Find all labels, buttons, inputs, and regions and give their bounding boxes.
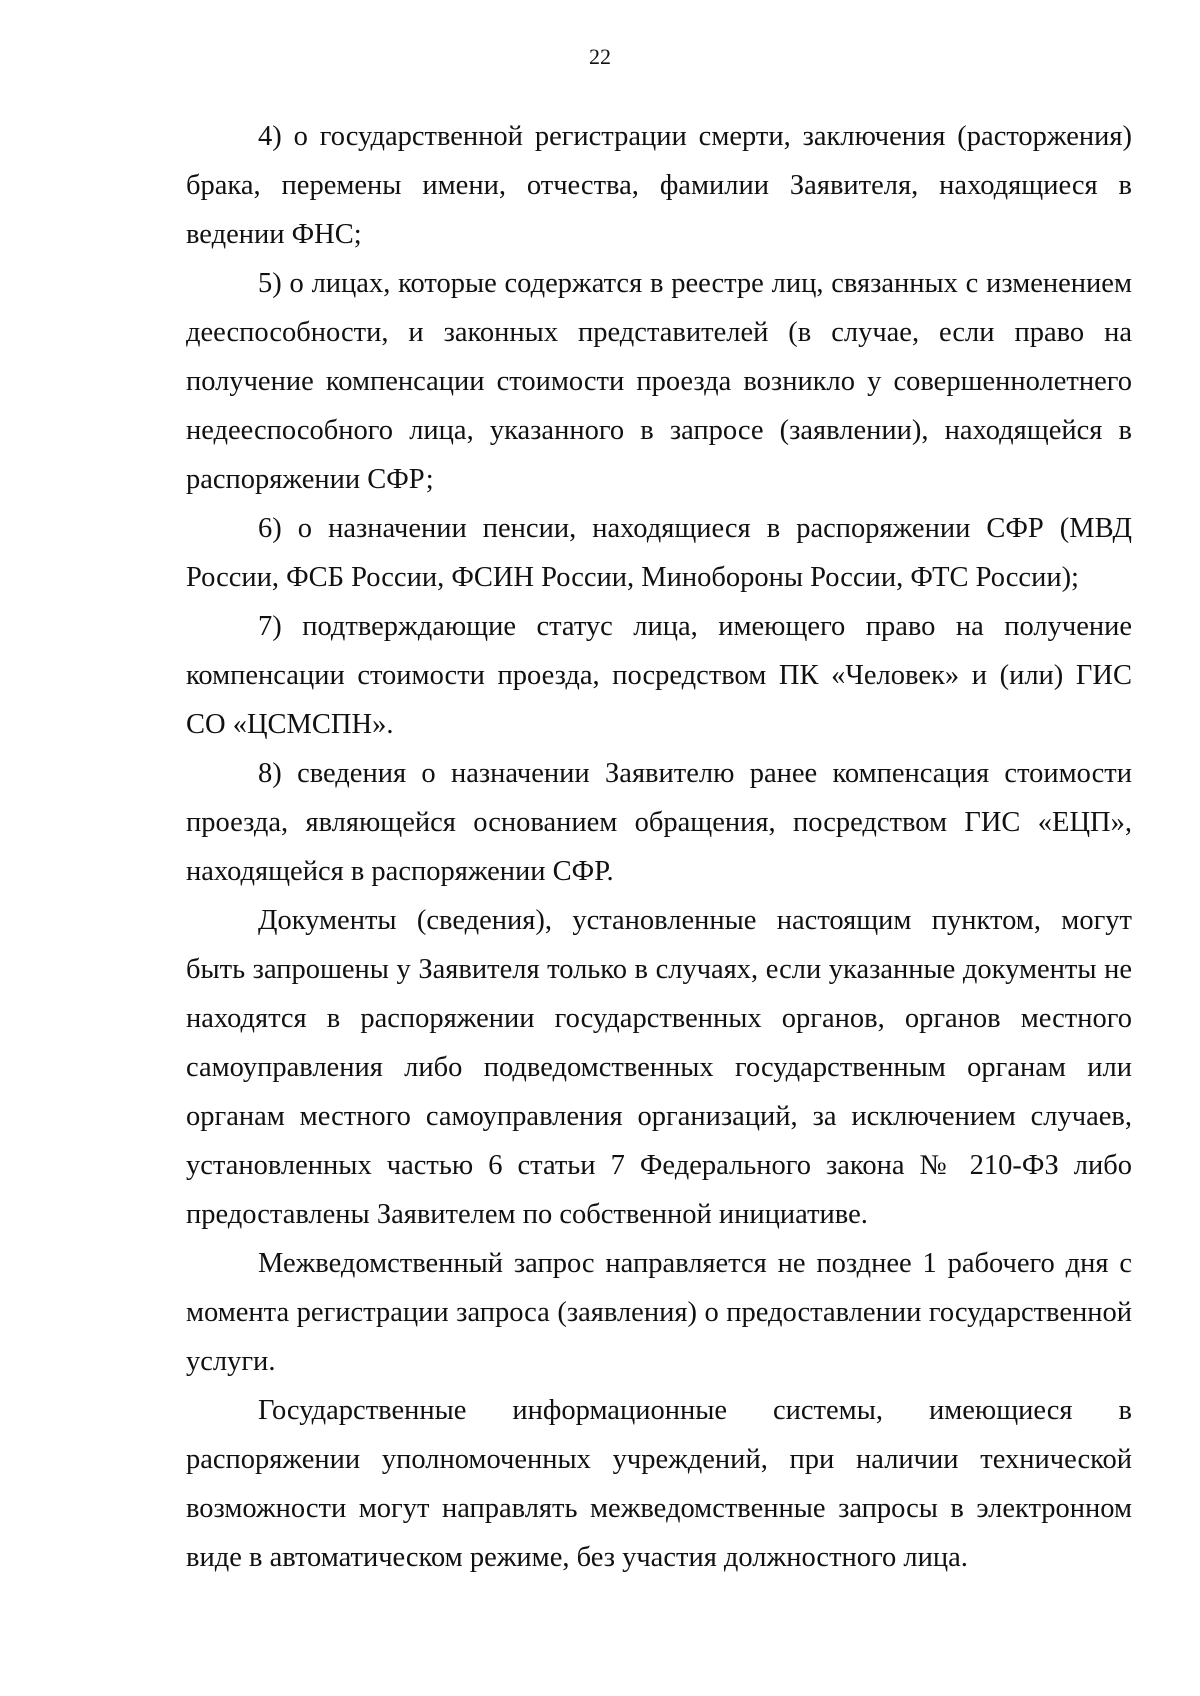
paragraph-item-6: 6) о назначении пенсии, находящиеся в распоряжении СФР (МВД России, ФСБ России, ФСИН России, Минобороны России, ФТС России); bbox=[186, 513, 1132, 593]
page-number: 22 bbox=[589, 44, 611, 69]
paragraph-item-4: 4) о государственной регистрации смерти, заключения (расторжения) брака, перемены имени, отчества, фамилии Заявителя, находящиеся в ведении ФНС; bbox=[186, 121, 1132, 250]
paragraph-item-8: 8) сведения о назначении Заявителю ранее компенсация стоимости проезда, являющейся основанием обращения, посредством ГИС «ЕЦП», находящейся в распоряжении СФР. bbox=[186, 758, 1132, 887]
paragraph-documents-request: Документы (сведения), установленные настоящим пунктом, могут быть запрошены у Заявителя только в случаях, если указанные документы не находятся в распоряжении государственных органов, органов местного самоуправления либо подведомственных государственным органам или органам местного самоуправления организаций, за исключением случаев, установленных частью 6 статьи 7 Федерального закона № 210-ФЗ либо предоставлены Заявителем по собственной инициативе. bbox=[186, 905, 1132, 1230]
paragraph-interagency-deadline: Межведомственный запрос направляется не позднее 1 рабочего дня с момента регистрации запроса (заявления) о предоставлении государственной услуги. bbox=[186, 1248, 1132, 1377]
paragraph-information-systems: Государственные информационные системы, имеющиеся в распоряжении уполномоченных учреждений, при наличии технической возможности могут направлять межведомственные запросы в электронном виде в автоматическом режиме, без участия должностного лица. bbox=[186, 1395, 1132, 1573]
paragraph-item-7: 7) подтверждающие статус лица, имеющего право на получение компенсации стоимости проезда, посредством ПК «Человек» и (или) ГИС СО «ЦСМСПН». bbox=[186, 611, 1132, 740]
document-body bbox=[186, 112, 1132, 1582]
paragraph-item-5: 5) о лицах, которые содержатся в реестре лиц, связанных с изменением дееспособности, и законных представителей (в случае, если право на получение компенсации стоимости проезда возникло у совершеннолетнего недееспособного лица, указанного в запросе (заявлении), находящейся в распоряжении СФР; bbox=[186, 268, 1132, 495]
